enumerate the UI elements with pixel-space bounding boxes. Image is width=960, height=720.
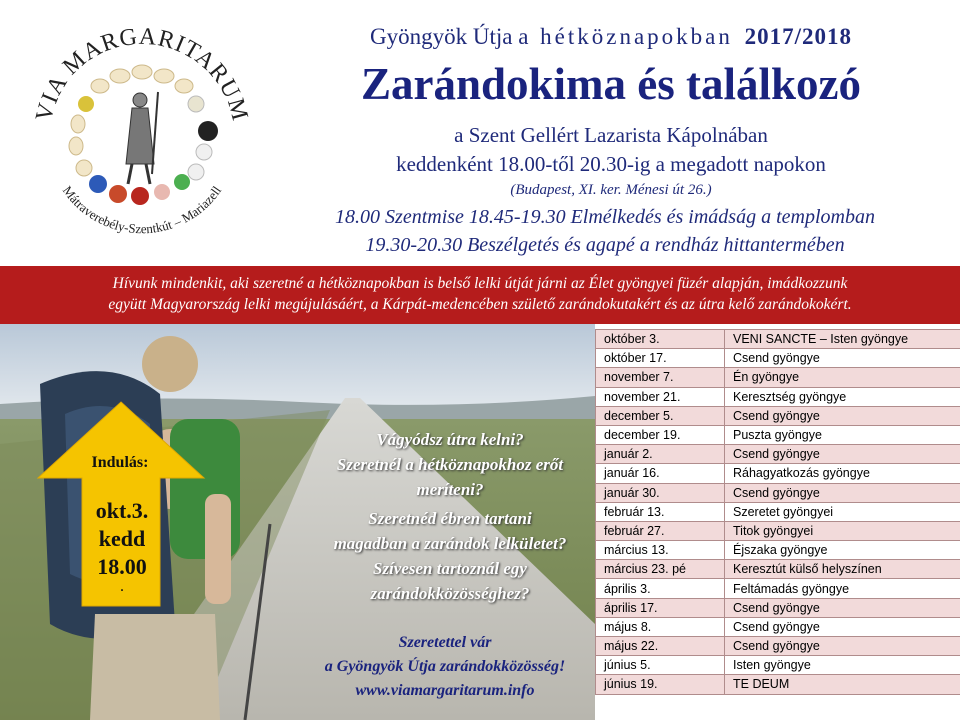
schedule-topic: Szeretet gyöngyei [725,502,960,521]
page-title: Zarándokima és találkozó [360,59,862,109]
schedule-row [596,637,960,656]
schedule-row [596,579,960,598]
schedule-date: január 2. [596,445,725,464]
schedule-date: március 23. pé [596,560,725,579]
schedule-date: október 3. [596,330,725,349]
schedule-date: május 22. [596,637,725,656]
schedule-date: december 5. [596,406,725,425]
schedule-date: március 13. [596,541,725,560]
logo-route-text: Mátraverebély-Szentkút – Mariazell [59,182,225,236]
question-line: meríteni? [416,480,484,499]
schedule-topic: Csend gyöngye [725,598,960,617]
schedule-row [596,598,960,617]
start-date: okt.3. [95,498,149,523]
schedule-topic: Isten gyöngye [725,656,960,675]
schedule-date: február 13. [596,502,725,521]
question-line: Szeretnéd ébren tartani [368,509,532,528]
question-line: Szívesen tartoznál egy [373,559,527,578]
schedule-date: június 5. [596,656,725,675]
schedule-table [595,329,960,695]
schedule-date: május 8. [596,617,725,636]
schedule-topic: Keresztút külső helyszínen [725,560,960,579]
schedule-topic: Csend gyöngye [725,637,960,656]
address-line: (Budapest, XI. ker. Ménesi út 26.) [510,182,712,198]
series-mid: a hétköznapokban [518,24,733,49]
question-line: Szeretnél a hétköznapokhoz erőt [336,455,564,474]
series-line [262,24,960,50]
schedule-row [596,445,960,464]
schedule-row [596,464,960,483]
question-line: zarándokközösséghez? [370,584,530,603]
schedule-topic: Puszta gyöngye [725,425,960,444]
schedule-date: december 19. [596,425,725,444]
schedule-date: november 7. [596,368,725,387]
closing-line-1: Szeretettel vár [398,634,492,651]
schedule-topic: Csend gyöngye [725,617,960,636]
schedule-row [596,521,960,540]
schedule-date: április 3. [596,579,725,598]
venue-line: a Szent Gellért Lazarista Kápolnában [454,123,768,147]
schedule-row [596,560,960,579]
schedule-topic: TE DEUM [725,675,960,694]
schedule-topic: Keresztség gyöngye [725,387,960,406]
schedule-topic: Csend gyöngye [725,406,960,425]
schedule-row [596,656,960,675]
schedule-date: november 21. [596,387,725,406]
website-link[interactable]: www.viamargaritarum.info [355,682,535,699]
question-line: magadban a zarándok lelkületet? [333,534,567,553]
schedule-date: január 16. [596,464,725,483]
schedule-topic: Én gyöngye [725,368,960,387]
schedule-date: április 17. [596,598,725,617]
schedule-topic: Éjszaka gyöngye [725,541,960,560]
invitation-banner [0,266,960,324]
via-margaritarum-logo [28,24,256,236]
schedule-date: február 27. [596,521,725,540]
logo-ring-text: VIA MARGARITARUM [31,24,253,125]
closing-line-2: a Gyöngyök Útja zarándokközösség! [324,658,566,675]
series-year: 2017/2018 [744,24,853,49]
banner-line-1: Hívunk mindenkit, aki szeretné a hétköznapokban is belső lelki útját járni az Élet gyöngyei füzér alapján, imádkozzunk [112,275,848,292]
program-line-1: 18.00 Szentmise 18.45-19.30 Elmélkedés és imádság a templomban [335,206,875,228]
schedule-topic: Csend gyöngye [725,483,960,502]
pilgrim-figure-icon [126,92,158,184]
schedule-row [596,368,960,387]
schedule-topic: VENI SANCTE – Isten gyöngye [725,330,960,349]
question-line: Vágyódsz útra kelni? [376,430,524,449]
schedule-date: január 30. [596,483,725,502]
schedule-row [596,387,960,406]
schedule-row [596,502,960,521]
schedule-topic: Feltámadás gyöngye [725,579,960,598]
banner-line-2: együtt Magyarország lelki megújulásáért, a Kárpát-medencében születő zarándokutakért és az útra kelő zarándokokért. [108,296,852,313]
schedule-row [596,330,960,349]
start-day: kedd [98,526,146,551]
series-prefix: Gyöngyök Útja [369,24,513,49]
schedule-topic: Csend gyöngye [725,445,960,464]
start-label: Indulás: [91,454,149,471]
schedule-row [596,617,960,636]
schedule-row [596,541,960,560]
start-time: 18.00 [97,554,147,579]
schedule-topic: Ráhagyatkozás gyöngye [725,464,960,483]
schedule-row [596,349,960,368]
schedule-row [596,406,960,425]
start-dot: . [120,580,124,594]
schedule-date: június 19. [596,675,725,694]
time-line: keddenként 18.00-től 20.30-ig a megadott napokon [396,152,826,176]
schedule-row [596,675,960,694]
schedule-row [596,425,960,444]
schedule-topic: Csend gyöngye [725,349,960,368]
schedule-date: október 17. [596,349,725,368]
schedule-row [596,483,960,502]
program-line-2: 19.30-20.30 Beszélgetés és agapé a rendház hittantermében [365,234,845,256]
schedule-topic: Titok gyöngyei [725,521,960,540]
